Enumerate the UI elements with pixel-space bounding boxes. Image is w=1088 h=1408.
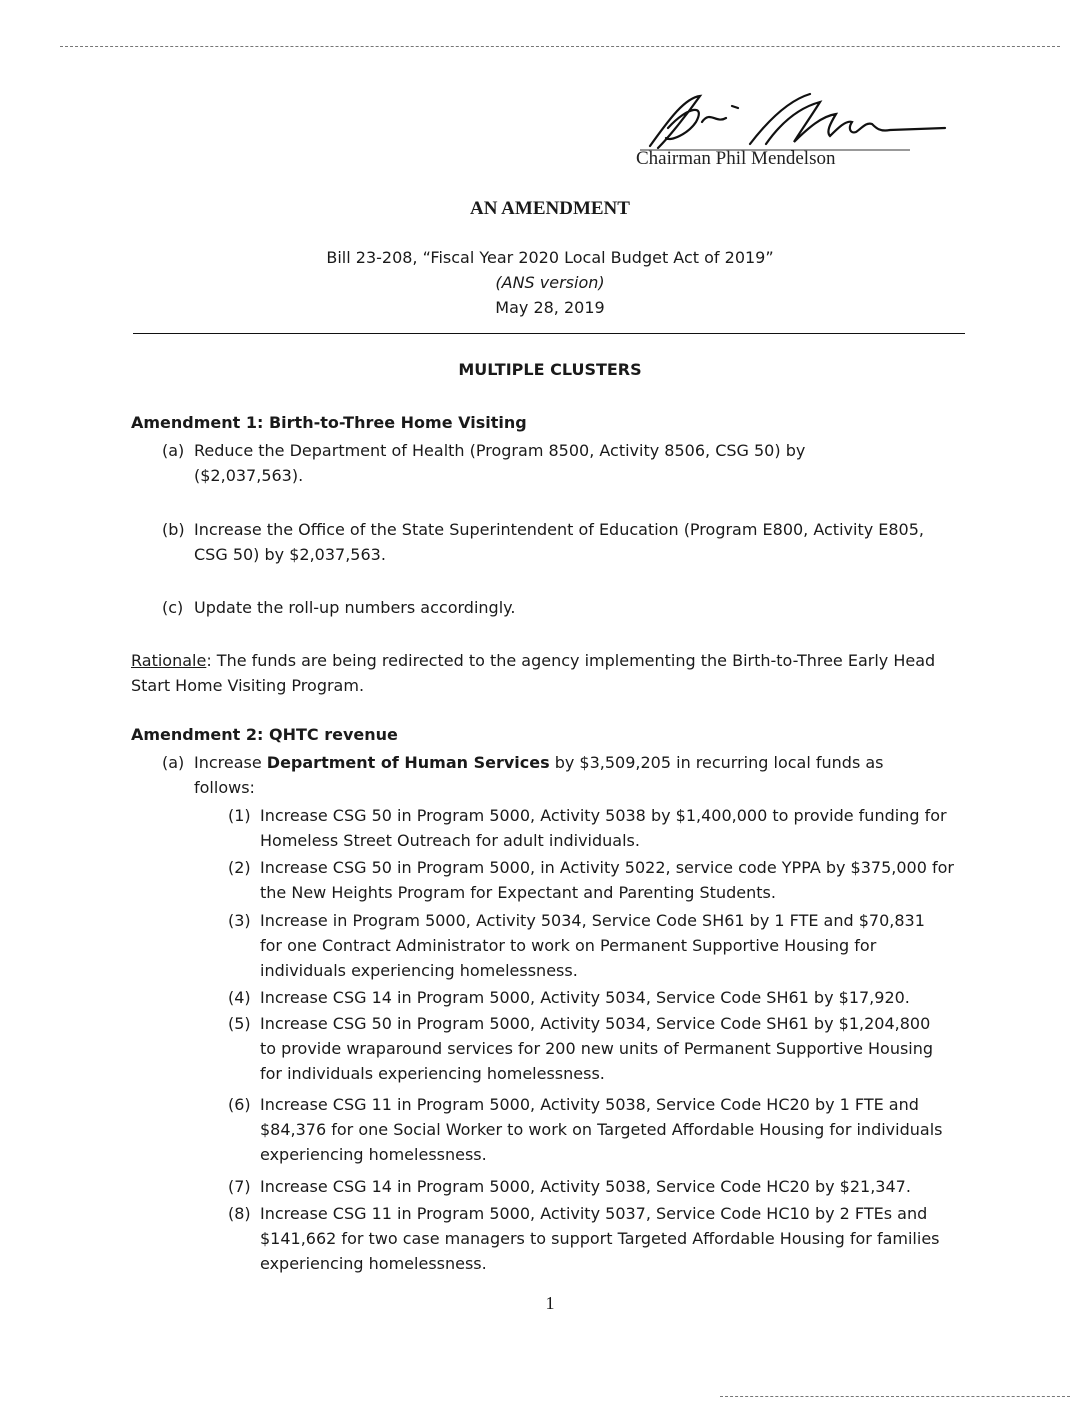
signatory-name: Chairman Phil Mendelson — [636, 148, 836, 169]
item-text: Increase the Office of the State Superintendent of Education (Program E800, Activity E805, CSG 50) by $2,037,563. — [194, 520, 924, 564]
subitem-text: Increase CSG 11 in Program 5000, Activity 5038, Service Code HC20 by 1 FTE and $84,376 for one Social Worker to work on Targeted Affordable Housing for individuals experiencing homelessness. — [260, 1095, 943, 1164]
amendment-1-item-a — [162, 438, 882, 488]
subitem-label: (3) — [228, 911, 251, 930]
subitem-text: Increase CSG 50 in Program 5000, Activity 5038 by $1,400,000 to provide funding for Homeless Street Outreach for adult individuals. — [260, 806, 947, 850]
amendment-1-item-c — [162, 595, 922, 620]
item-text: Reduce the Department of Health (Program 8500, Activity 8506, CSG 50) by ($2,037,563). — [194, 441, 806, 485]
header-divider — [133, 333, 965, 334]
amendment-2-subitem-7 — [228, 1174, 973, 1199]
subitem-label: (8) — [228, 1204, 251, 1223]
amendment-2-subitem-6 — [228, 1092, 973, 1167]
amendment-1-heading: Amendment 1: Birth-to-Three Home Visiting — [131, 413, 527, 432]
subitem-text: Increase CSG 11 in Program 5000, Activity 5037, Service Code HC10 by 2 FTEs and $141,662 for two case managers to support Targeted Affordable Housing for families experiencing homelessness. — [260, 1204, 940, 1273]
item-text — [162, 750, 922, 800]
item-label: (b) — [162, 520, 185, 539]
item-text: Update the roll-up numbers accordingly. — [194, 598, 516, 617]
subitem-label: (1) — [228, 806, 251, 825]
subitem-text: Increase CSG 14 in Program 5000, Activity 5038, Service Code HC20 by $21,347. — [260, 1177, 911, 1196]
subitem-label: (5) — [228, 1014, 251, 1033]
date-line: May 28, 2019 — [495, 298, 605, 317]
item-a-pre: Increase — [194, 753, 267, 772]
item-label: (a) — [162, 441, 185, 460]
subitem-label: (4) — [228, 988, 251, 1007]
subitem-text: Increase in Program 5000, Activity 5034, Service Code SH61 by 1 FTE and $70,831 for one Contract Administrator to work on Permanent Supportive Housing for individuals experiencing homelessness. — [260, 911, 925, 980]
document-title: AN AMENDMENT — [470, 198, 630, 219]
amendment-2-subitem-1 — [228, 803, 973, 853]
amendment-2-subitem-3 — [228, 908, 928, 983]
amendment-2-subitem-2 — [228, 855, 973, 905]
rationale-text: : The funds are being redirected to the agency implementing the Birth-to-Three Early Head Start Home Visiting Program. — [131, 651, 936, 695]
amendment-2-subitem-5 — [228, 1011, 943, 1086]
item-a-post: by $3,509,205 in recurring local funds as follows: — [194, 753, 884, 797]
amendment-1-item-b — [162, 517, 942, 567]
amendment-2-subitem-4 — [228, 985, 973, 1010]
item-label: (c) — [162, 598, 184, 617]
rationale-label: Rationale — [131, 651, 207, 670]
cluster-heading: MULTIPLE CLUSTERS — [458, 360, 642, 379]
version-line: (ANS version) — [495, 273, 605, 292]
scan-artifact-bottom — [720, 1396, 1070, 1397]
subitem-text: Increase CSG 14 in Program 5000, Activity 5034, Service Code SH61 by $17,920. — [260, 988, 910, 1007]
subitem-text: Increase CSG 50 in Program 5000, in Activity 5022, service code YPPA by $375,000 for the New Heights Program for Expectant and Parenting Students. — [260, 858, 954, 902]
subitem-label: (7) — [228, 1177, 251, 1196]
subitem-label: (2) — [228, 858, 251, 877]
scan-artifact-top — [60, 46, 1060, 47]
subitem-label: (6) — [228, 1095, 251, 1114]
amendment-1-rationale — [131, 648, 961, 698]
subitem-text: Increase CSG 50 in Program 5000, Activity 5034, Service Code SH61 by $1,204,800 to provide wraparound services for 200 new units of Permanent Supportive Housing for individuals experiencing homelessness. — [260, 1014, 934, 1083]
item-label: (a) — [162, 753, 185, 772]
agency-name: Department of Human Services — [266, 753, 550, 772]
amendment-2-heading: Amendment 2: QHTC revenue — [131, 725, 398, 744]
amendment-2-item-a — [162, 750, 922, 800]
bill-title: Bill 23-208, “Fiscal Year 2020 Local Budget Act of 2019” — [326, 248, 774, 267]
amendment-2-subitem-8 — [228, 1201, 973, 1276]
page-number: 1 — [545, 1293, 555, 1313]
